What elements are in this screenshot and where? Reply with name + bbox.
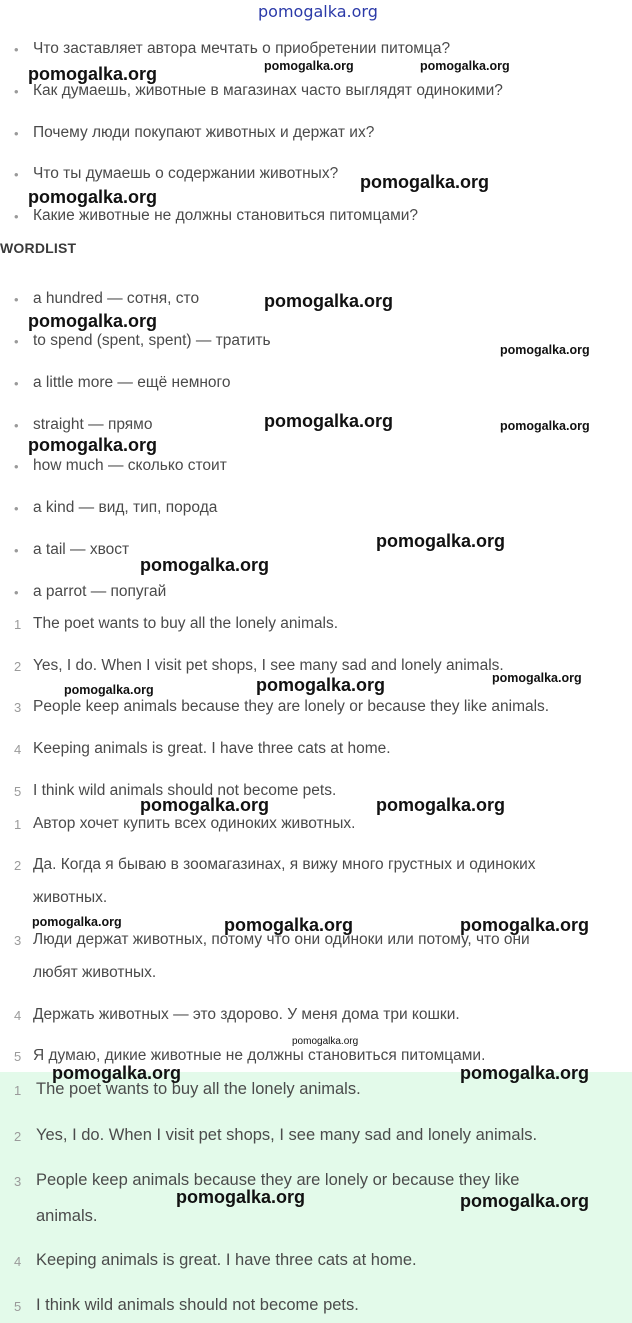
answers-highlight-panel: 1 The poet wants to buy all the lonely animals. 2 Yes, I do. When I visit pet shops, I see many sad and lonely animals. 3 People keep animals because they are lonely or because they like animals. 4 Keeping animals is great. I have three cats at home. 5 I think wild animals should not become pets.: [0, 1072, 632, 1323]
watermark: pomogalka.org: [140, 795, 270, 815]
watermark: pomogalka.org: [292, 1036, 359, 1047]
watermark: pomogalka.org: [176, 1187, 306, 1207]
watermark: pomogalka.org: [500, 343, 590, 357]
watermark: pomogalka.org: [140, 555, 270, 575]
watermark: pomogalka.org: [460, 1191, 590, 1211]
watermark: pomogalka.org: [500, 419, 590, 433]
watermark: pomogalka.org: [376, 795, 506, 815]
watermark: pomogalka.org: [64, 683, 154, 697]
watermark: pomogalka.org: [258, 2, 378, 21]
watermark: pomogalka.org: [264, 291, 394, 311]
watermark: pomogalka.org: [492, 671, 582, 685]
watermark: pomogalka.org: [256, 675, 386, 695]
watermark: pomogalka.org: [28, 435, 158, 455]
watermark: pomogalka.org: [28, 311, 158, 331]
wordlist-heading: WORDLIST: [0, 240, 77, 256]
watermark: pomogalka.org: [28, 187, 158, 207]
watermark: pomogalka.org: [264, 411, 394, 431]
watermark: pomogalka.org: [32, 915, 122, 929]
watermark: pomogalka.org: [460, 1063, 590, 1083]
watermark: pomogalka.org: [264, 59, 354, 73]
watermark: pomogalka.org: [28, 64, 158, 84]
watermark: pomogalka.org: [224, 915, 354, 935]
watermark: pomogalka.org: [420, 59, 510, 73]
watermark: pomogalka.org: [460, 915, 590, 935]
watermark: pomogalka.org: [376, 531, 506, 551]
watermark: pomogalka.org: [52, 1063, 182, 1083]
watermark: pomogalka.org: [360, 172, 490, 192]
